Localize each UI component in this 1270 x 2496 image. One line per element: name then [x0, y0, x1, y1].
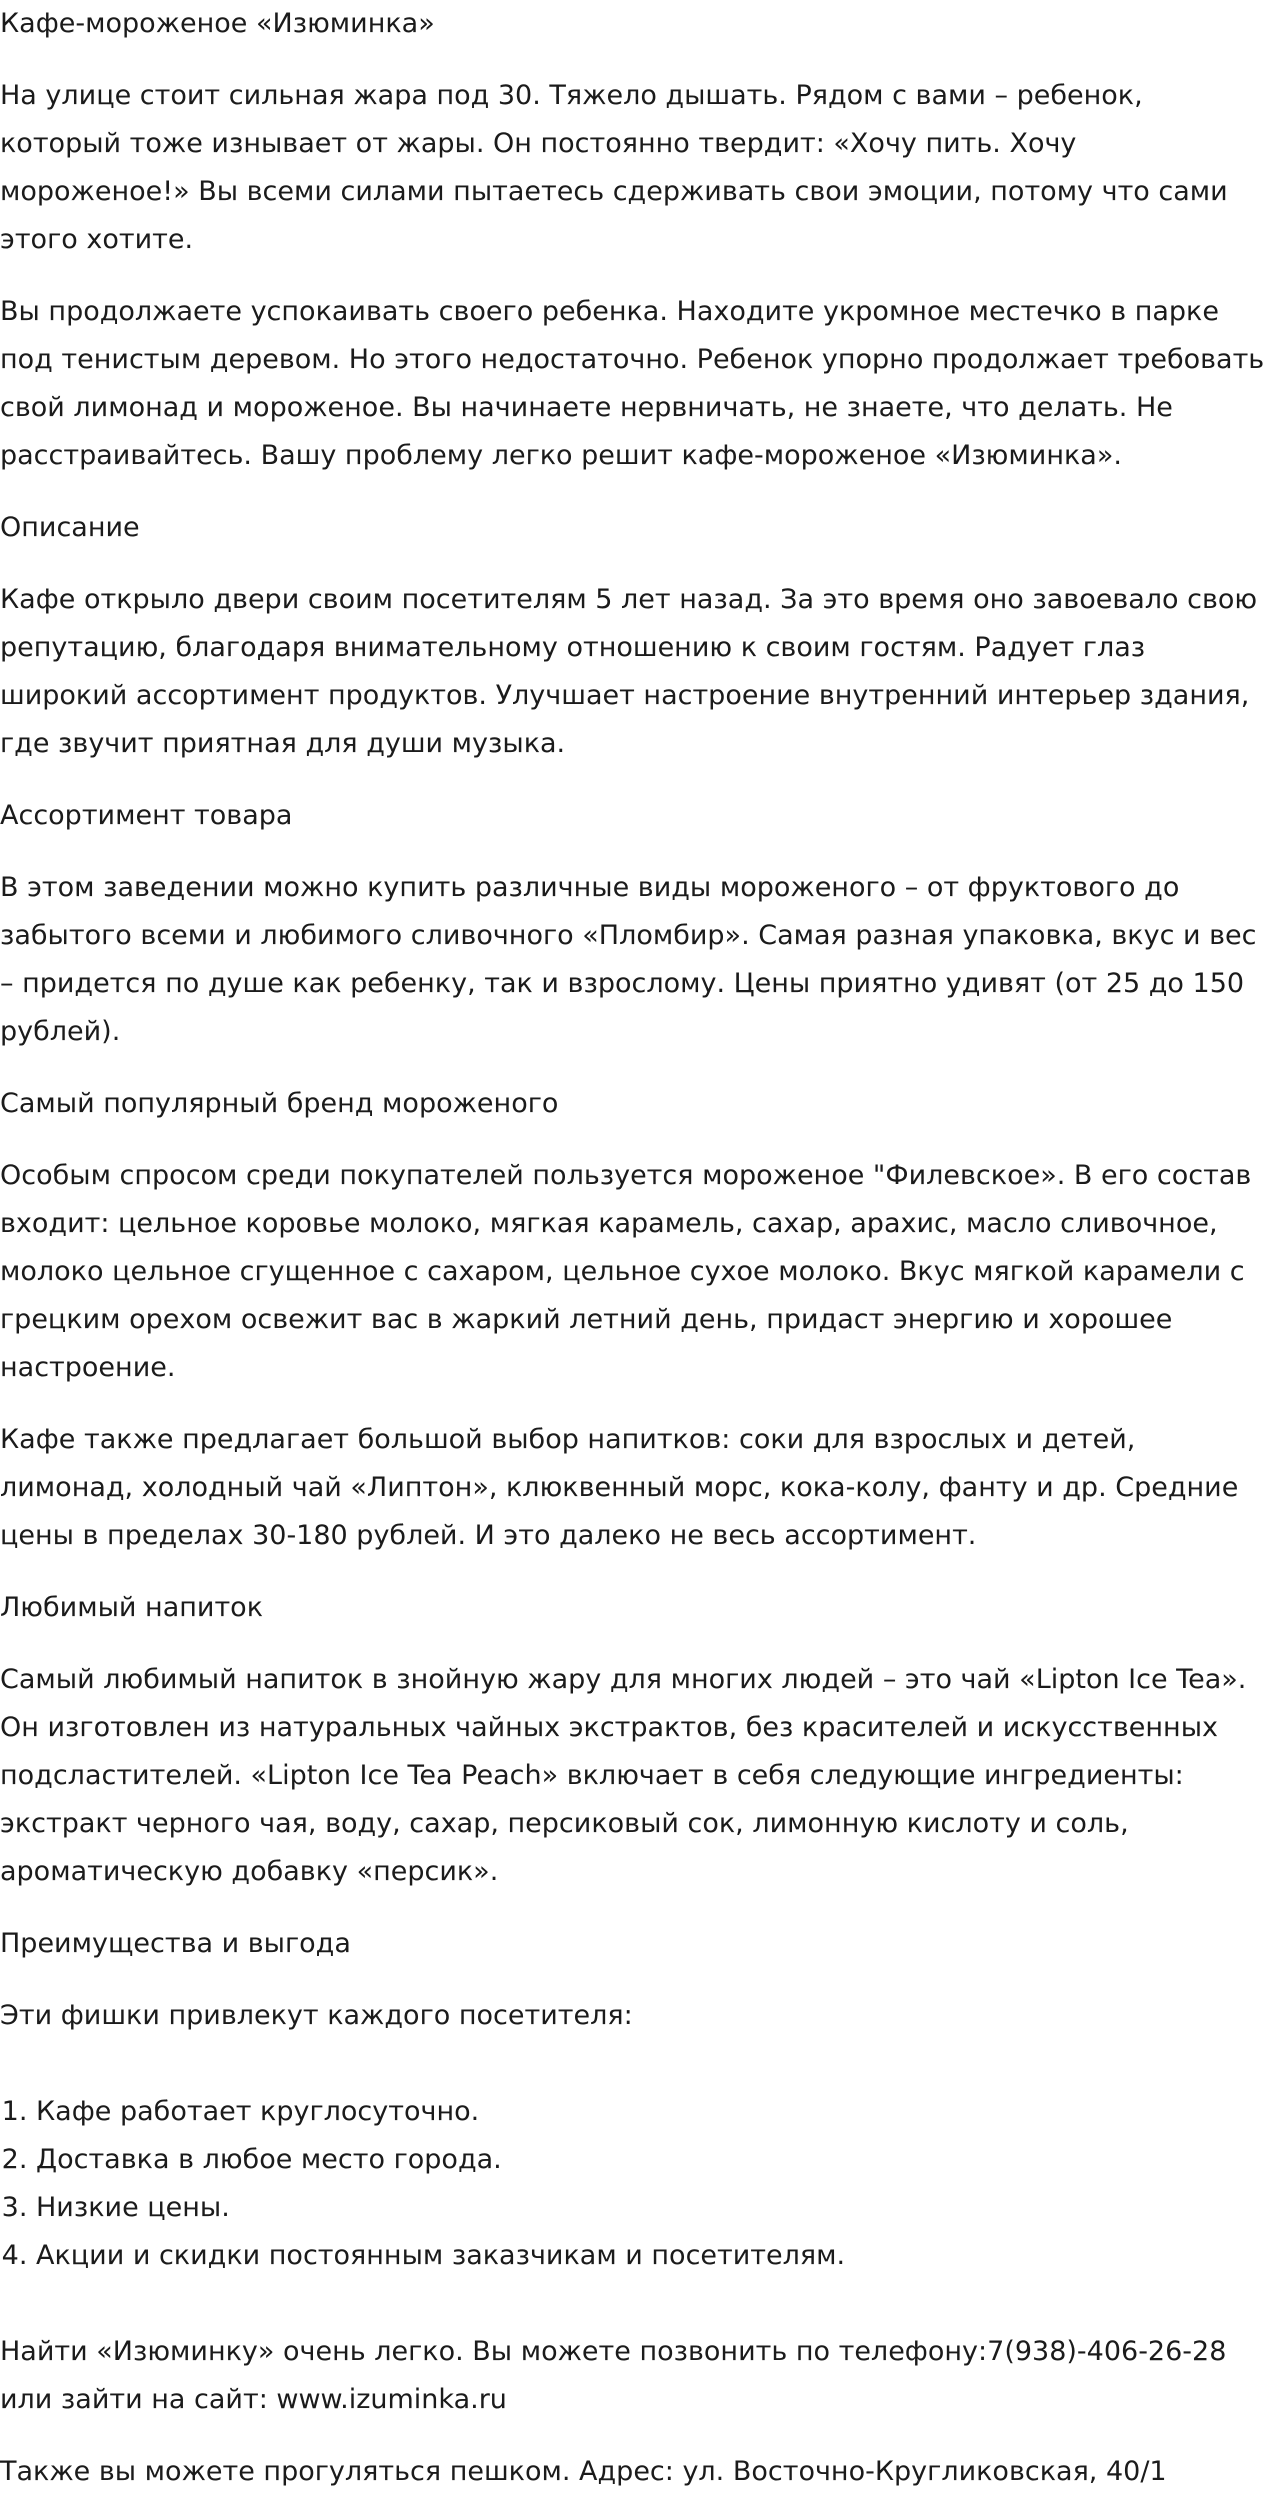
favorite-drink-paragraph: Самый любимый напиток в знойную жару для многих людей – это чай «Lipton Ice Tea». Он изготовлен из натуральных чайных экстрактов, без красителей и искусственных подсластителей. «Lipton Ice Tea Peach» включает в себя следующие ингредиенты: экстракт черного чая, воду, сахар, персиковый сок, лимонную кислоту и соль, ароматическую добавку «персик». — [0, 1664, 1247, 1887]
advantages-list — [0, 2088, 1270, 2280]
article-title: Кафе-мороженое «Изюминка» — [0, 8, 435, 39]
advantages-lead: Эти фишки привлекут каждого посетителя: — [0, 2000, 633, 2031]
section-heading-assortment: Ассортимент товара — [0, 800, 293, 831]
list-item: 1. Кафе работает круглосуточно. — [36, 2088, 1270, 2136]
intro-paragraph-2: Вы продолжаете успокаивать своего ребенка. Находите укромное местечко в парке под тенистым деревом. Но этого недостаточно. Ребенок упорно продолжает требовать свой лимонад и мороженое. Вы начинаете нервничать, не знаете, что делать. Не расстраивайтесь. Вашу проблему легко решит кафе-мороженое «Изюминка». — [0, 296, 1265, 471]
section-heading-advantages: Преимущества и выгода — [0, 1928, 351, 1959]
list-item: 4. Акции и скидки постоянным заказчикам и посетителям. — [36, 2232, 1270, 2280]
drinks-paragraph: Кафе также предлагает большой выбор напитков: соки для взрослых и детей, лимонад, холодный чай «Липтон», клюквенный морс, кока-колу, фанту и др. Средние цены в пределах 30-180 рублей. И это далеко не весь ассортимент. — [0, 1424, 1239, 1551]
assortment-paragraph: В этом заведении можно купить различные виды мороженого – от фруктового до забытого всеми и любимого сливочного «Пломбир». Самая разная упаковка, вкус и вес – придется по душе как ребенку, так и взрослому. Цены приятно удивят (от 25 до 150 рублей). — [0, 872, 1257, 1047]
section-heading-description: Описание — [0, 512, 140, 543]
section-heading-brand: Самый популярный бренд мороженого — [0, 1088, 559, 1119]
description-paragraph: Кафе открыло двери своим посетителям 5 лет назад. За это время оно завоевало свою репутацию, благодаря внимательному отношению к своим гостям. Радует глаз широкий ассортимент продуктов. Улучшает настроение внутренний интерьер здания, где звучит приятная для души музыка. — [0, 584, 1258, 759]
address-paragraph: Также вы можете прогуляться пешком. Адрес: ул. Восточно-Кругликовская, 40/1 — [0, 2456, 1167, 2487]
section-heading-favorite-drink: Любимый напиток — [0, 1592, 263, 1623]
intro-paragraph-1: На улице стоит сильная жара под 30. Тяжело дышать. Рядом с вами – ребенок, который тоже изнывает от жары. Он постоянно твердит: «Хочу пить. Хочу мороженое!» Вы всеми силами пытаетесь сдерживать свои эмоции, потому что сами этого хотите. — [0, 80, 1228, 255]
list-item: 3. Низкие цены. — [36, 2184, 1270, 2232]
list-item: 2. Доставка в любое место города. — [36, 2136, 1270, 2184]
brand-paragraph: Особым спросом среди покупателей пользуется мороженое "Филевское». В его состав входит: цельное коровье молоко, мягкая карамель, сахар, арахис, масло сливочное, молоко цельное сгущенное с сахаром, цельное сухое молоко. Вкус мягкой карамели с грецким орехом освежит вас в жаркий летний день, придаст энергию и хорошее настроение. — [0, 1160, 1252, 1383]
contacts-paragraph: Найти «Изюминку» очень легко. Вы можете позвонить по телефону:7(938)-406-26-28 или зайти на сайт: www.izuminka.ru — [0, 2336, 1227, 2415]
